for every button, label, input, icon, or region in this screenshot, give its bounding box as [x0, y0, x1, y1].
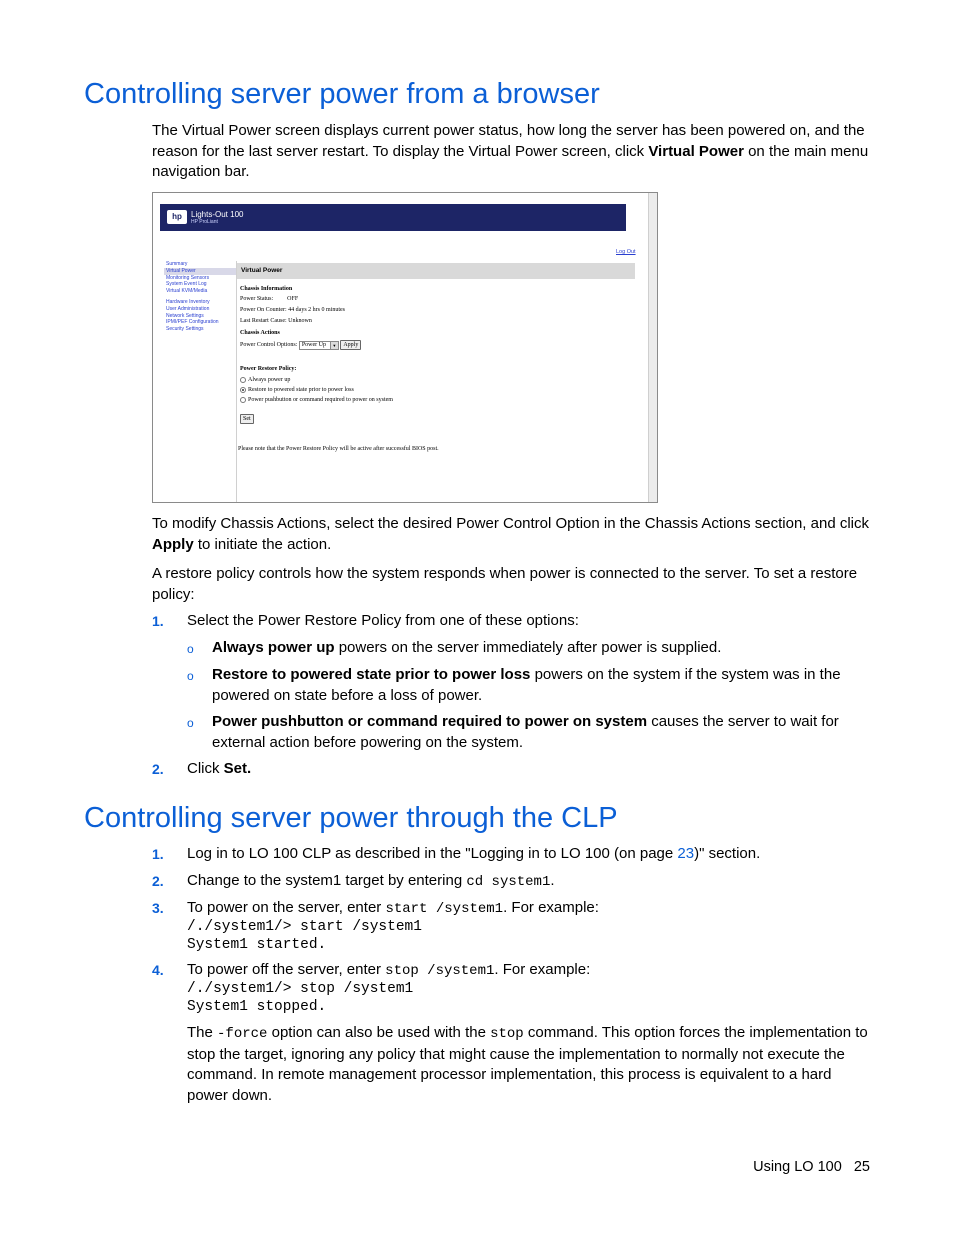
force-text: The [187, 1024, 218, 1041]
page-number: 25 [853, 1159, 870, 1175]
clp-step-4-text: To power off the server, enter [187, 961, 386, 978]
nav-menu [164, 261, 237, 503]
nav-item-hardware-inventory[interactable]: Hardware Inventory [166, 298, 210, 305]
chassis-actions-heading: Chassis Actions [240, 330, 280, 336]
inline-code: stop [490, 1026, 524, 1042]
step-number: 2. [152, 873, 164, 889]
nav-item-summary[interactable]: Summary [166, 261, 188, 267]
set-row [240, 414, 254, 424]
power-on-counter: Power On Counter: 44 days 2 hrs 0 minutes [240, 307, 345, 313]
option-pushbutton [212, 712, 872, 753]
nav-item-virtual-power[interactable]: Virtual Power [164, 268, 236, 275]
restore-option-always[interactable] [240, 376, 290, 384]
bios-note: Please note that the Power Restore Policy will be active after successful BIOS post. [238, 446, 439, 452]
chassis-info-heading: Chassis Information [240, 286, 293, 292]
modify-text: To modify Chassis Actions, select the desired Power Control Option in the Chassis Actions section, and click [152, 515, 870, 532]
section-title-clp: Controlling server power through the CLP [84, 802, 618, 834]
force-text-mid: option can also be used with the [267, 1024, 491, 1041]
clp-step-4-text-end: . For example: [494, 961, 591, 978]
power-status-value: OFF [287, 296, 299, 302]
option-text: powers on the system if the system was in the powered on state before a loss of power. [212, 666, 841, 704]
intro-text: The Virtual Power screen displays current power status, how long the server has been powered on, and the reason for the last server restart. To display the Virtual Power screen, click [152, 122, 865, 160]
set-button[interactable]: Set [240, 414, 254, 424]
restore-option-label: Restore to powered state prior to power loss [248, 387, 354, 393]
bullet-icon: o [187, 716, 194, 730]
product-name: Lights-Out 100 [191, 210, 244, 219]
clp-step-1-text: Log in to LO 100 CLP as described in the "Logging in to LO 100 (on page [187, 845, 678, 862]
clp-step-3-text: To power on the server, enter [187, 899, 386, 916]
restore-policy-heading: Power Restore Policy: [240, 366, 297, 372]
bullet-icon: o [187, 669, 194, 683]
last-restart-cause: Last Restart Cause: Unknown [240, 318, 312, 324]
nav-item-user-administration[interactable]: User Administration [166, 305, 210, 312]
code-example-start: /./system1/> start /system1 System1 started. [187, 919, 422, 953]
logout-link[interactable]: Log Out [616, 249, 636, 255]
product-subtitle: HP ProLiant [191, 219, 218, 225]
restore-option-restore[interactable] [240, 386, 354, 394]
option-bold: Power pushbutton or command required to power on system [212, 713, 648, 730]
power-control-select[interactable] [299, 341, 339, 350]
option-text: causes the server to wait for external action before powering on the system. [212, 713, 839, 751]
option-restore-state [212, 665, 872, 706]
page-footer [753, 1157, 870, 1178]
radio-icon[interactable] [240, 397, 246, 403]
step-number: 2. [152, 761, 164, 777]
nav-item-ipmi-pef-configuration[interactable]: IPMI/PEF Configuration [166, 319, 219, 326]
step-number: 1. [152, 846, 164, 862]
apply-button[interactable]: Apply [340, 340, 361, 350]
clp-step-2 [187, 871, 872, 893]
restore-option-pushbutton[interactable] [240, 396, 393, 404]
clp-step-1 [187, 844, 872, 865]
nav-item-monitoring-sensors[interactable]: Monitoring Sensors [166, 274, 210, 281]
option-bold: Restore to powered state prior to power loss [212, 666, 531, 683]
inline-code: stop /system1 [385, 963, 495, 979]
hp-logo: hp [167, 210, 187, 224]
scrollbar[interactable] [648, 193, 657, 502]
modify-paragraph [152, 514, 872, 555]
screen-header-bar [160, 204, 626, 231]
force-option-paragraph [187, 1023, 872, 1106]
clp-step-2-text: Change to the system1 target by entering [187, 872, 467, 889]
step-1-text: Select the Power Restore Policy from one of these options: [187, 612, 579, 629]
chevron-down-icon: ▼ [330, 342, 338, 349]
inline-code: -force [217, 1026, 268, 1042]
clp-step-1-text-end: )" section. [694, 845, 761, 862]
nav-item-system-event-log[interactable]: System Event Log [166, 281, 207, 288]
option-text: powers on the server immediately after power is supplied. [334, 639, 722, 656]
inline-code: start /system1 [385, 901, 504, 917]
power-control-label: Power Control Options: [240, 342, 298, 348]
option-bold: Always power up [212, 639, 335, 656]
restore-option-label: Always power up [248, 377, 291, 383]
step-number: 4. [152, 962, 164, 978]
bullet-icon: o [187, 642, 194, 656]
clp-step-3-text-end: . For example: [503, 899, 599, 916]
intro-text-end: on the main menu navigation bar. [152, 142, 869, 180]
power-status-label: Power Status: [240, 296, 274, 302]
step-number: 3. [152, 900, 164, 916]
modify-text-end: to initiate the action. [193, 535, 332, 553]
power-control-row [240, 340, 361, 350]
inline-code: cd system1 [466, 874, 551, 890]
step-2-bold: Set. [223, 760, 252, 777]
restore-paragraph: A restore policy controls how the system responds when power is connected to the server. To set a restore policy: [152, 565, 858, 603]
step-2-text-pre: Click [187, 760, 224, 777]
footer-text: Using LO 100 [753, 1159, 842, 1175]
clp-step-2-text-end: . [550, 872, 555, 889]
intro-paragraph [152, 121, 872, 183]
section-title-browser: Controlling server power from a browser [84, 78, 600, 110]
restore-option-label: Power pushbutton or command required to power on system [248, 397, 393, 403]
code-example-stop: /./system1/> stop /system1 System1 stopped. [187, 981, 414, 1015]
modify-bold-term: Apply [152, 535, 194, 553]
power-status-row [240, 295, 298, 303]
radio-icon[interactable] [240, 377, 246, 383]
nav-item-network-settings[interactable]: Network Settings [166, 312, 204, 319]
virtual-power-title: Virtual Power [237, 263, 635, 279]
page-link[interactable]: 23 [677, 845, 695, 862]
option-always-power-up [212, 638, 872, 659]
step-number: 1. [152, 613, 164, 629]
step-2-text [187, 759, 872, 780]
clp-step-4 [187, 960, 872, 982]
force-text-end: command. This option forces the implementation to stop the target, ignoring any policy that might cause the implementation to normally not execute the command. In remote management processor implementation, this process is equivalent to a hard power down. [187, 1024, 868, 1104]
intro-bold-term: Virtual Power [648, 142, 744, 160]
clp-step-3 [187, 898, 872, 920]
nav-item-virtual-kvm-media[interactable]: Virtual KVM/Media [166, 288, 208, 295]
nav-item-security-settings[interactable]: Security Settings [166, 326, 204, 333]
virtual-power-screenshot [152, 192, 658, 503]
power-control-value: Power Up [301, 342, 327, 348]
radio-selected-icon[interactable] [240, 387, 246, 393]
